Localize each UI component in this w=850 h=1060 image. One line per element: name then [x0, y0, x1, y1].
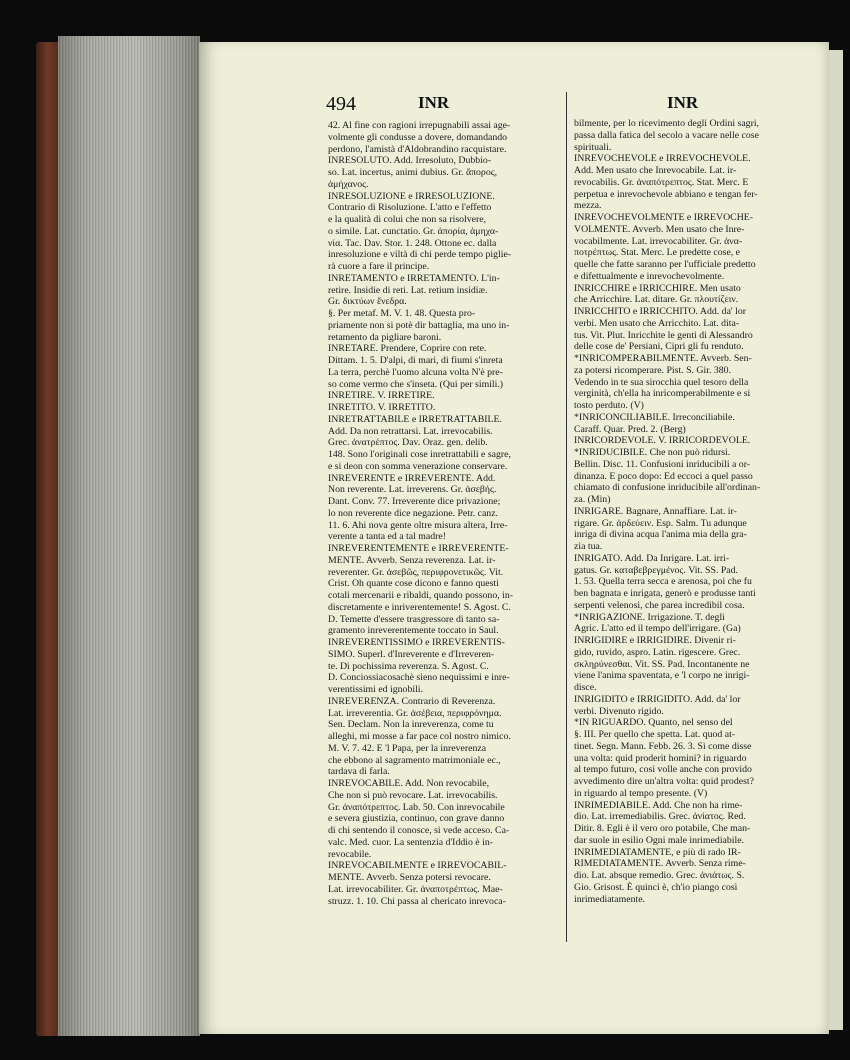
text-line: so. Lat. incertus, animi dubius. Gr. ἄπορος,	[328, 167, 498, 178]
text-line: INRESOLUTO. Add. Irresoluto, Dubbio-	[328, 155, 492, 167]
text-line: Add. Da non retrattarsi. Lat. irrevocabilis.	[328, 425, 493, 437]
text-line: dio. Lat. absque remedio. Grec. ἀνιάτως. S.	[574, 870, 745, 881]
text-line: INRICCHITO e IRRICCHITO. Add. da' lor	[574, 306, 747, 317]
text-line: Contrario di Risoluzione. L'atto e l'effetto	[328, 202, 492, 214]
text-line: spirituali.	[574, 141, 612, 153]
text-line: INREVOCABILE. Add. Non revocabile,	[328, 778, 490, 789]
text-line: ben bagnata e inrigata, generò e produsse tanti	[574, 588, 756, 599]
text-line: La terra, perchè l'uomo alcuna volta N'è pre-	[328, 366, 503, 378]
text-line: al tempo futuro, così volle anche con provido	[574, 764, 752, 776]
text-line: Sen. Declam. Non la inreverenza, come tu	[328, 719, 494, 731]
text-line: verbi. Men usato che Arricchito. Lat. dita-	[574, 317, 740, 329]
text-line: struzz. 1. 10. Chi passa al chericato inrevoca-	[328, 895, 506, 907]
text-line: Lat. irrevocabiliter. Gr. ἀναποτρέπτως. Mae-	[328, 883, 503, 895]
text-line: vocabilmente. Lat. irrevocabiliter. Gr. ἀνα-	[574, 235, 743, 247]
text-line: INREVERENTE e IRREVERENTE. Add.	[328, 472, 496, 484]
text-line: §. Per metaf. M. V. 1. 48. Questa pro-	[328, 308, 476, 319]
text-line: ἀμήχανος.	[328, 178, 369, 190]
text-line: verente a tanta ed a tal madre!	[328, 531, 447, 543]
text-line: Vedendo in te sua sirocchia quel tesoro della	[574, 376, 749, 388]
text-line: INRIGIDIRE e IRRIGIDIRE. Divenir ri-	[574, 635, 736, 646]
text-line: rigare. Gr. ἀρδεύειν. Esp. Salm. Tu adunque	[574, 517, 747, 529]
text-line: disce.	[574, 682, 597, 693]
text-line: bilmente, per lo ricevimento degli Ordini sagri,	[574, 118, 760, 129]
text-line: INRETARE. Prendere, Coprire con rete.	[328, 343, 487, 355]
text-line: MENTE. Avverb. Senza reverenza. Lat. ir-	[328, 554, 496, 566]
text-line: te. Di pochissima reverenza. S. Agost. C.	[328, 660, 489, 672]
text-line: 42. Al fine con ragioni irrepugnabili assai age-	[328, 120, 511, 131]
text-line: Gio. Grisost. È quinci è, ch'io piango così	[574, 881, 738, 893]
text-line: delle cose de' Persiani, Cipri gli fu renduto.	[574, 341, 744, 353]
text-line: 11. 6. Ahi nova gente oltre misura altera, Irre-	[328, 519, 508, 531]
page-number: 494	[326, 93, 356, 115]
text-line: Add. Men usato che Inrevocabile. Lat. ir-	[574, 165, 737, 176]
text-line: discretamente e inriverentemente! S. Agost. C.	[328, 601, 511, 613]
text-line: e si deon con somma venerazione conservare.	[328, 460, 508, 472]
text-line: avvedimento dire un'altra volta: quid prodest?	[574, 776, 754, 787]
text-line: Dittam. 1. 5. D'alpi, di mari, di fiumi s'inreta	[328, 355, 503, 366]
text-line: gramento inreverentemente toccato in Saul.	[328, 625, 499, 637]
text-line: priamente non si potè dir battaglia, ma uno in-	[328, 319, 510, 331]
text-line: valc. Med. cuor. La sentenzia d'Iddio è in-	[328, 836, 493, 848]
text-line: perdono, l'amistà d'Aldobrandino racquistare.	[328, 143, 507, 155]
text-line: ποτρέπτως. Stat. Merc. Le predette cose, e	[574, 247, 741, 259]
text-line: *INRICOMPERABILMENTE. Avverb. Sen-	[574, 353, 752, 364]
text-line: Agric. L'atto ed il tempo dell'irrigare. (Ga)	[574, 623, 741, 635]
text-line: M. V. 7. 42. E 'l Papa, per la inreverenza	[328, 742, 487, 754]
text-line: σκληρύνεσθαι. Vit. SS. Pad. Incontanente ne	[574, 658, 750, 670]
text-line: tus. Vit. Plut. Inricchite le genti di Alessandro	[574, 329, 753, 341]
text-line: *INRIDUCIBILE. Che non può ridursi.	[574, 447, 731, 458]
text-line: retire. Insidie di reti. Lat. retium insidiæ.	[328, 284, 488, 296]
text-line: e la qualità di colui che non sa risolvere,	[328, 214, 487, 225]
running-head-right: INR	[667, 93, 699, 112]
text-line: Bellin. Disc. 11. Confusioni inriducibili a or-	[574, 458, 751, 470]
text-line: za potersi ricomperare. Pist. S. Gir. 380.	[574, 364, 731, 376]
text-line: quelle che fatte saranno per l'ufficiale predetto	[574, 259, 756, 270]
text-line: D. Temette d'essere trasgressore di tanto sa-	[328, 613, 500, 625]
text-line: che Arricchire. Lat. ditare. Gr. πλουτίζειν.	[574, 294, 739, 306]
text-line: INRIGARE. Bagnare, Annaffiare. Lat. ir-	[574, 505, 737, 517]
text-line: cotali mercenarii e ribaldi, quando possono, in-	[328, 590, 513, 601]
text-line: inresoluzione e viltà di chi perde tempo piglie-	[328, 249, 512, 261]
text-line: νία. Tac. Dav. Stor. 1. 248. Ottone ec. dalla	[328, 237, 497, 249]
text-line: rà cuore a fare il principe.	[328, 261, 430, 272]
text-line: revocabile.	[328, 848, 372, 860]
text-line: di chi sentendo il conosce, si vede acceso. Ca-	[328, 825, 510, 836]
text-line: e severa giustizia, continuo, con grave danno	[328, 813, 505, 825]
text-line: 148. Sono l'originali cose inretrattabili e sagre,	[328, 449, 511, 460]
text-line: Che non si può revocare. Lat. irrevocabilis.	[328, 789, 498, 801]
text-line: VOLMENTE. Avverb. Men usato che Inre-	[574, 223, 745, 235]
text-line: gatus. Gr. καταβεβρεγμένος. Vit. SS. Pad.	[574, 564, 738, 576]
text-line: passa dalla fatica del secolo a vacare nelle cose	[574, 129, 759, 141]
text-line: tinet. Segn. Mann. Febb. 26. 3. Sì come disse	[574, 740, 752, 752]
text-line: INREVERENTEMENTE e IRREVERENTE-	[328, 543, 509, 554]
text-line: INREVOCHEVOLMENTE e IRREVOCHE-	[574, 212, 754, 223]
text-line: Ditir. 8. Egli è il vero oro potabile, Che man-	[574, 823, 751, 834]
text-line: o simile. Lat. cunctatio. Gr. ἀπορία, ἀμηχα-	[328, 225, 499, 237]
text-line: *IN RIGUARDO. Quanto, nel senso del	[574, 717, 733, 729]
text-line: INREVERENTISSIMO e IRREVERENTIS-	[328, 637, 505, 648]
text-line: volmente gli condusse a dovere, domandando	[328, 131, 508, 143]
text-line: viene l'anima spaventata, e 'l corpo ne inrigi-	[574, 670, 750, 682]
text-line: INRESOLUZIONE e IRRESOLUZIONE.	[328, 190, 495, 202]
text-line: gido, ruvido, aspro. Latin. rigescere. Grec.	[574, 646, 741, 658]
text-line: in riguardo al tempo presente. (V)	[574, 787, 708, 799]
text-line: D. Conciossiacosachè sieno nequissimi e inre-	[328, 672, 510, 684]
text-line: inrimediatamente.	[574, 893, 645, 905]
text-line: tosto perduto. (V)	[574, 400, 644, 411]
facing-page-edge	[829, 50, 843, 1030]
left-column	[328, 120, 544, 907]
text-line: verginità, ch'ella ha inricomperabilmente e si	[574, 388, 751, 400]
text-line: Grec. ἀνατρέπτος. Dav. Oraz. gen. delib.	[328, 437, 488, 449]
text-line: za. (Min)	[574, 494, 611, 505]
text-line: tardava di farla.	[328, 766, 390, 778]
text-line: MENTE. Avverb. Senza potersi revocare.	[328, 872, 491, 883]
text-line: Crist. Oh quante cose dicono e fanno questi	[328, 578, 499, 590]
text-line: *INRIGAZIONE. Irrigazione. T. degli	[574, 611, 725, 623]
text-line: INREVOCABILMENTE e IRREVOCABIL-	[328, 860, 507, 872]
text-line: verbi. Divenuto rigido.	[574, 705, 664, 717]
text-line: mezza.	[574, 200, 602, 212]
text-line: INREVERENZA. Contrario di Reverenza.	[328, 695, 496, 707]
text-line: alleghi, mi mosse a far pace col nostro nimico.	[328, 731, 511, 742]
text-line: SIMO. Superl. d'Inreverente e d'Irreveren-	[328, 648, 495, 660]
text-line: Lat. irreverentia. Gr. ἀσέβεια, περιφρόνημα.	[328, 707, 502, 719]
text-line: inriga di divina acqua l'anima mia della gra-	[574, 529, 747, 541]
text-line: INRETITO. V. IRRETITO.	[328, 402, 436, 413]
column-divider	[566, 92, 567, 942]
text-line: retamento da pigliare baroni.	[328, 331, 442, 343]
text-line: Dant. Conv. 77. Irreverente dice privazione;	[328, 496, 501, 507]
text-line: INRETAMENTO e IRRETAMENTO. L'in-	[328, 272, 500, 284]
text-line: Gr. ἀναπότρεπτος. Lab. 50. Con inrevocabile	[328, 801, 505, 813]
text-line: INRIMEDIABILE. Add. Che non ha rime-	[574, 799, 743, 811]
text-line: reverenter. Gr. ἀσεβῶς, περιφρονετικῶς. Vit.	[328, 566, 504, 578]
text-line: revocabilis. Gr. ἀναπότρεπτος. Stat. Merc. E	[574, 176, 749, 188]
text-line: INRIMEDIATAMENTE, e più di rado IR-	[574, 846, 741, 858]
text-line: dinanza. E poco dopo: Ed eccoci a quel passo	[574, 470, 753, 482]
text-line: *INRICONCILIABILE. Irreconciliabile.	[574, 411, 735, 423]
text-line: INRETIRE. V. IRRETIRE.	[328, 390, 435, 402]
text-line: INREVOCHEVOLE e IRREVOCHEVOLE.	[574, 153, 751, 165]
text-line: RIMEDIATAMENTE. Avverb. Senza rime-	[574, 858, 746, 870]
text-line: chiamato di confusione inriducibile all'ordinan-	[574, 482, 761, 494]
text-line: Caraff. Quar. Pred. 2. (Berg)	[574, 423, 686, 435]
text-line: perpetua e inrevochevole abbiano e tengan fer-	[574, 188, 758, 200]
text-line: e difettualmente e inrevochevolmente.	[574, 270, 725, 282]
text-line: 1. 53. Quella terra secca e arenosa, poi che fu	[574, 576, 752, 588]
text-line: INRIGIDITO e IRRIGIDITO. Add. da' lor	[574, 693, 741, 705]
text-line: §. III. Per quello che spetta. Lat. quod at-	[574, 729, 736, 740]
text-line: dar suole in esilio Ogni male inrimediabile.	[574, 834, 745, 846]
text-line: so come vermo che s'insetа. (Qui per simili.)	[328, 378, 504, 390]
running-head-left: INR	[418, 93, 450, 112]
text-line: INRETRATTABILE e IRRETRATTABILE.	[328, 413, 502, 425]
text-line: serpenti velenosi, che parea incredibil cosa.	[574, 599, 745, 611]
text-line: INRICCHIRE e IRRICCHIRE. Men usato	[574, 282, 741, 294]
text-line: che ebbono al sagramento matrimoniale ec.,	[328, 754, 501, 766]
text-line: Gr. δικτύων ἔνεδρα.	[328, 296, 407, 308]
text-line: INRIGATO. Add. Da Inrigare. Lat. irri-	[574, 552, 730, 564]
text-line: una volta: quid proderit homini? in riguardo	[574, 752, 747, 764]
text-line: zia tua.	[574, 541, 603, 552]
text-line: Non reverente. Lat. irreverens. Gr. ἀσεβής.	[328, 484, 497, 496]
page-edges	[58, 36, 200, 1036]
text-line: dio. Lat. irremediabilis. Grec. ἀνίατος. Red.	[574, 811, 746, 823]
right-column	[574, 118, 802, 905]
text-line: verentissimi ed ignobili.	[328, 684, 423, 695]
text-line: lo non reverente dice negazione. Petr. canz.	[328, 507, 499, 519]
text-line: INRICORDEVOLE. V. IRRICORDEVOLE.	[574, 435, 751, 447]
